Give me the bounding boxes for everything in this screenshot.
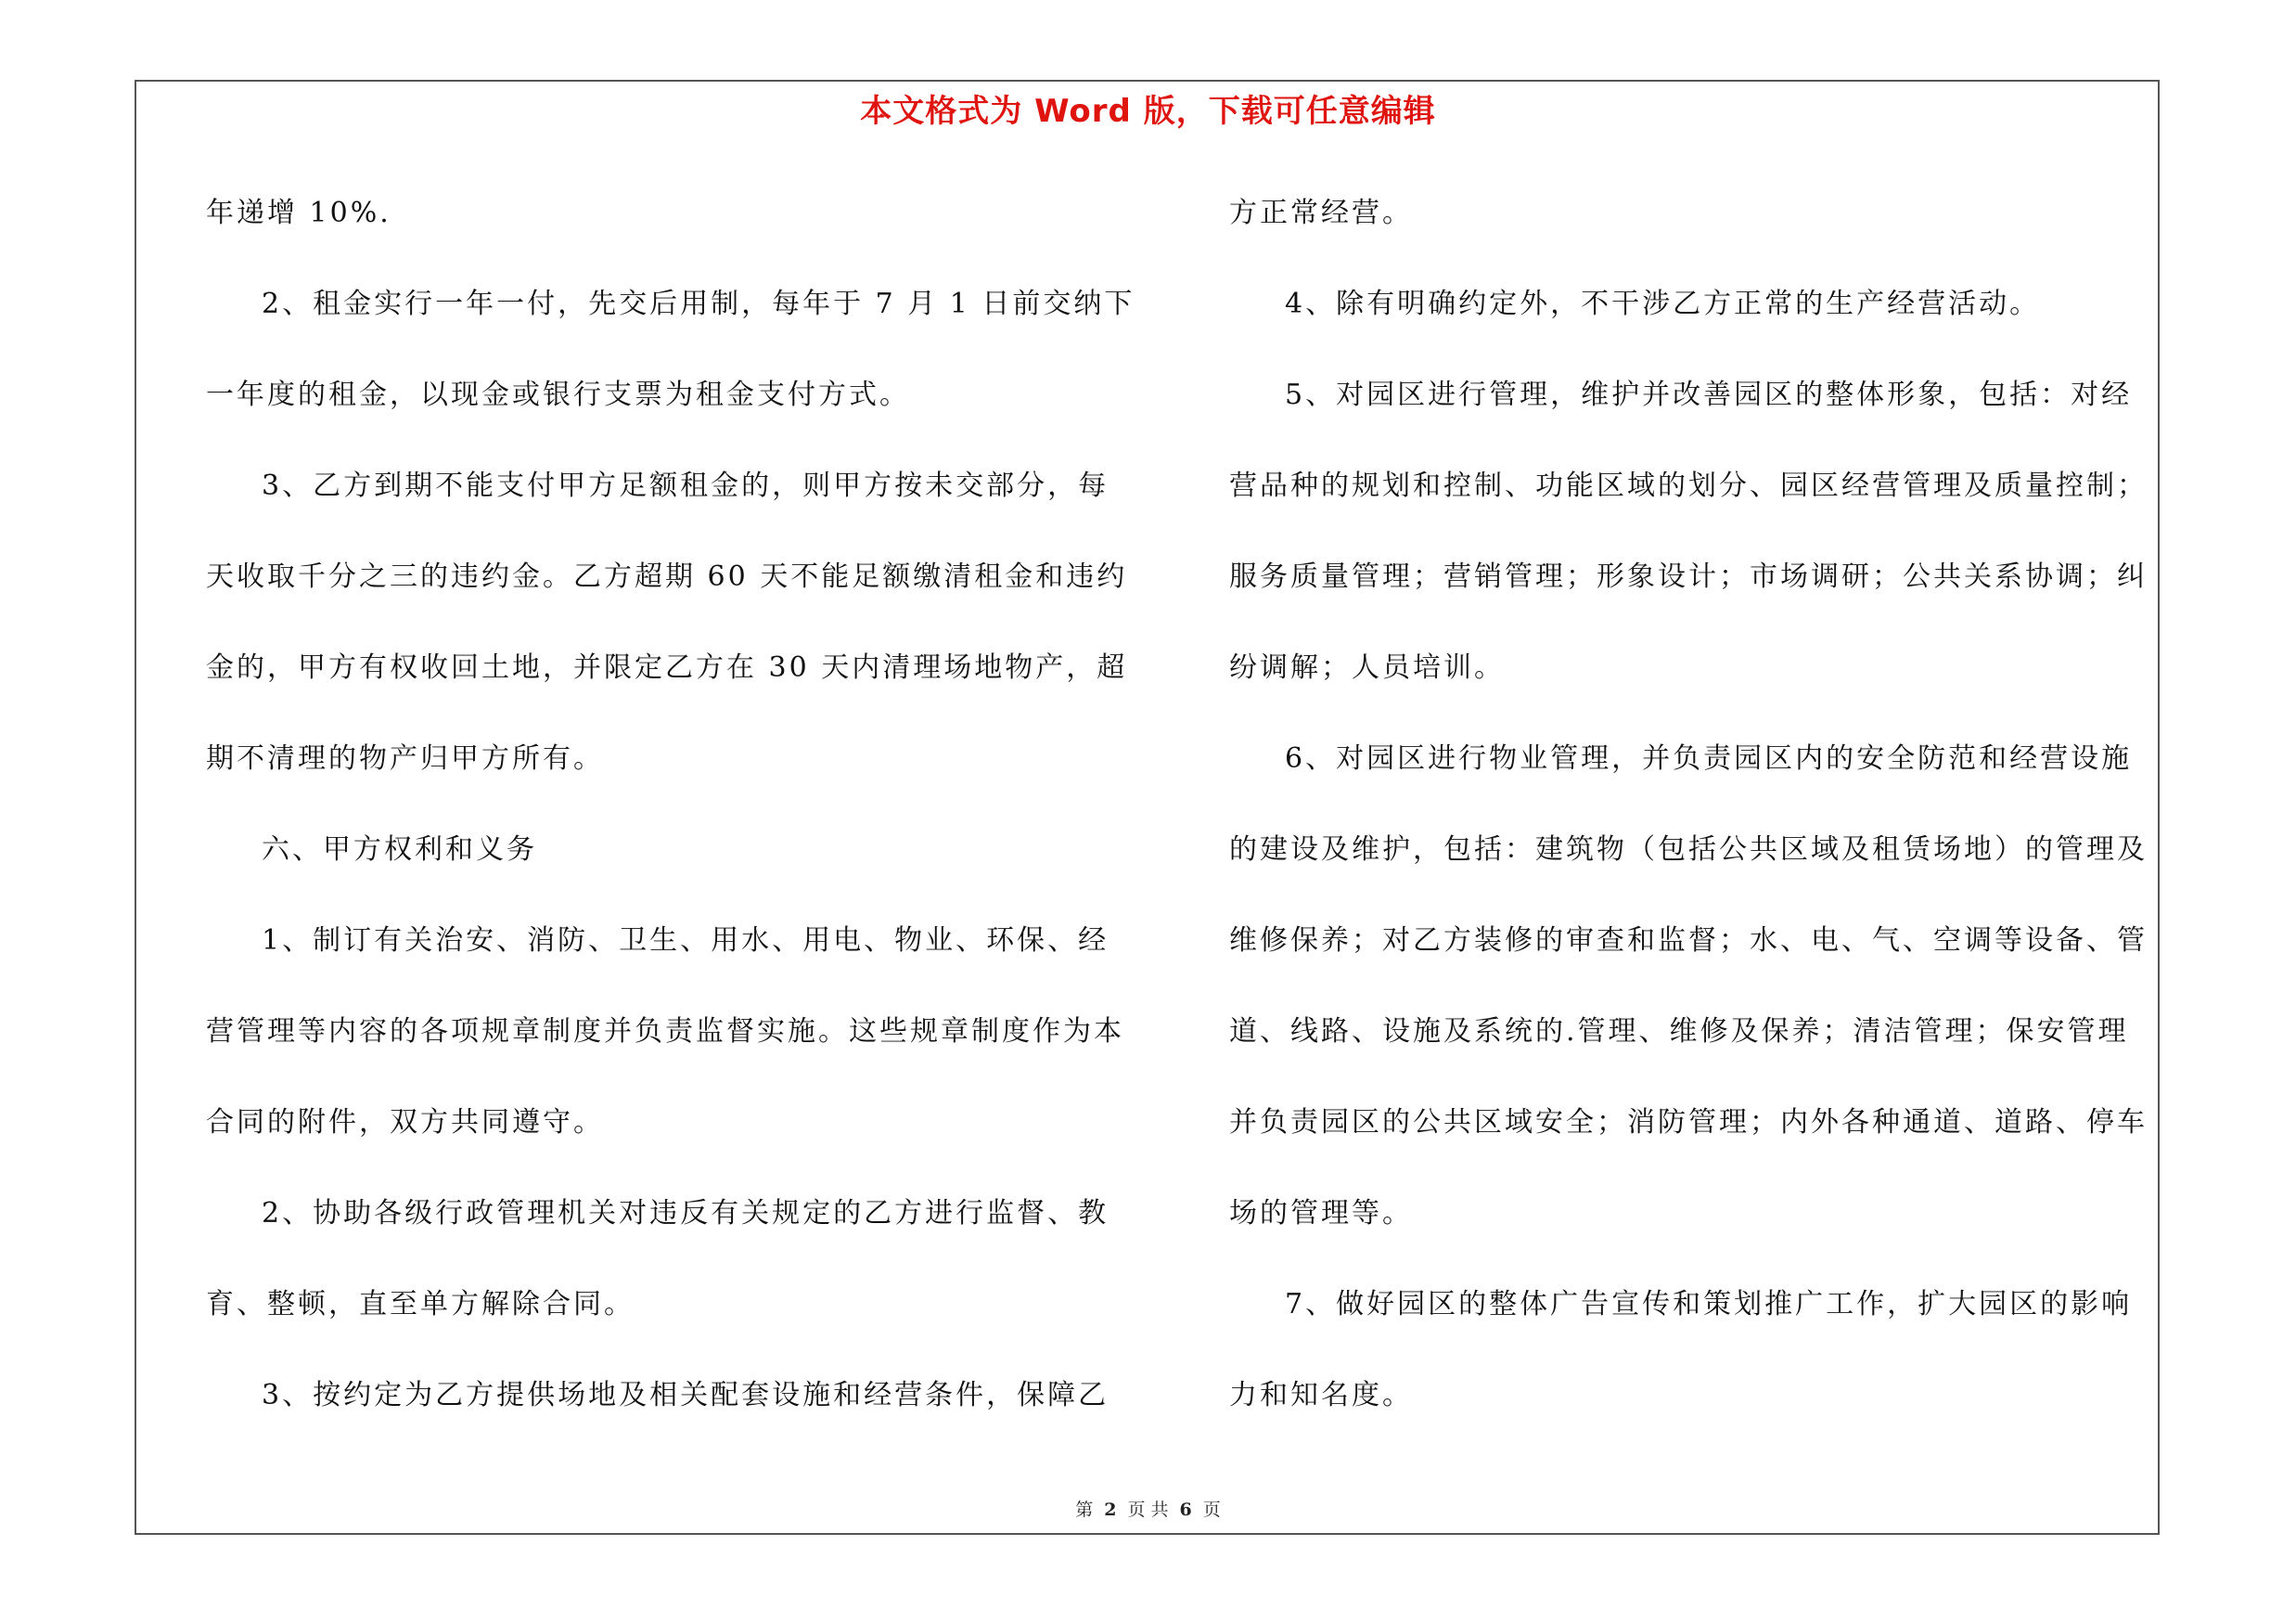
- text-line: 一年度的租金，以现金或银行支票为租金支付方式。: [206, 379, 910, 411]
- total-pages-number: 6: [1179, 1500, 1192, 1520]
- text-line: 育、整顿，直至单方解除合同。: [206, 1288, 635, 1320]
- current-page-number: 2: [1104, 1500, 1117, 1520]
- text-line: 力和知名度。: [1229, 1379, 1413, 1411]
- left-text-column: [206, 182, 1134, 1455]
- text-line: 6、对园区进行物业管理，并负责园区内的安全防范和经营设施: [1285, 742, 2133, 775]
- right-text-column: [1229, 182, 2161, 1455]
- text-line: 年递增 10%.: [206, 197, 391, 229]
- text-line: 3、按约定为乙方提供场地及相关配套设施和经营条件，保障乙: [262, 1379, 1110, 1411]
- text-line: 5、对园区进行管理，维护并改善园区的整体形象，包括：对经: [1285, 379, 2133, 411]
- text-line: 的建设及维护，包括：建筑物（包括公共区域及租赁场地）的管理及: [1229, 833, 2148, 866]
- text-line: 纷调解；人员培训。: [1229, 651, 1505, 684]
- text-line: 六、甲方权利和义务: [262, 833, 537, 866]
- footer-suffix: 页: [1202, 1500, 1221, 1520]
- text-line: 服务质量管理；营销管理；形象设计；市场调研；公共关系协调；纠: [1229, 560, 2148, 593]
- footer-middle: 页 共: [1127, 1500, 1169, 1520]
- word-format-banner: 本文格式为 Word 版，下载可任意编辑: [860, 93, 1436, 130]
- text-line: 场的管理等。: [1229, 1197, 1413, 1230]
- text-line: 4、除有明确约定外，不干涉乙方正常的生产经营活动。: [1285, 288, 2041, 320]
- page-number-footer: [0, 1496, 2296, 1521]
- text-line: 2、协助各级行政管理机关对违反有关规定的乙方进行监督、教: [262, 1197, 1110, 1230]
- text-line: 天收取千分之三的违约金。乙方超期 60 天不能足额缴清租金和违约: [206, 560, 1128, 593]
- text-line: 营品种的规划和控制、功能区域的划分、园区经营管理及质量控制；: [1229, 470, 2148, 502]
- text-line: 并负责园区的公共区域安全；消防管理；内外各种通道、道路、停车: [1229, 1106, 2148, 1139]
- text-line: 2、租金实行一年一付，先交后用制，每年于 7 月 1 日前交纳下: [262, 288, 1135, 320]
- text-line: 7、做好园区的整体广告宣传和策划推广工作，扩大园区的影响: [1285, 1288, 2133, 1320]
- text-line: 方正常经营。: [1229, 197, 1413, 229]
- footer-prefix: 第: [1075, 1500, 1094, 1520]
- text-line: 维修保养；对乙方装修的审查和监督；水、电、气、空调等设备、管: [1229, 924, 2148, 957]
- text-line: 合同的附件，双方共同遵守。: [206, 1106, 604, 1139]
- text-line: 1、制订有关治安、消防、卫生、用水、用电、物业、环保、经: [262, 924, 1110, 957]
- text-line: 金的，甲方有权收回土地，并限定乙方在 30 天内清理场地物产，超: [206, 651, 1128, 684]
- text-line: 道、线路、设施及系统的.管理、维修及保养；清洁管理；保安管理: [1229, 1015, 2129, 1048]
- text-line: 期不清理的物产归甲方所有。: [206, 742, 604, 775]
- text-line: 3、乙方到期不能支付甲方足额租金的，则甲方按未交部分，每: [262, 470, 1110, 502]
- text-line: 营管理等内容的各项规章制度并负责监督实施。这些规章制度作为本: [206, 1015, 1124, 1048]
